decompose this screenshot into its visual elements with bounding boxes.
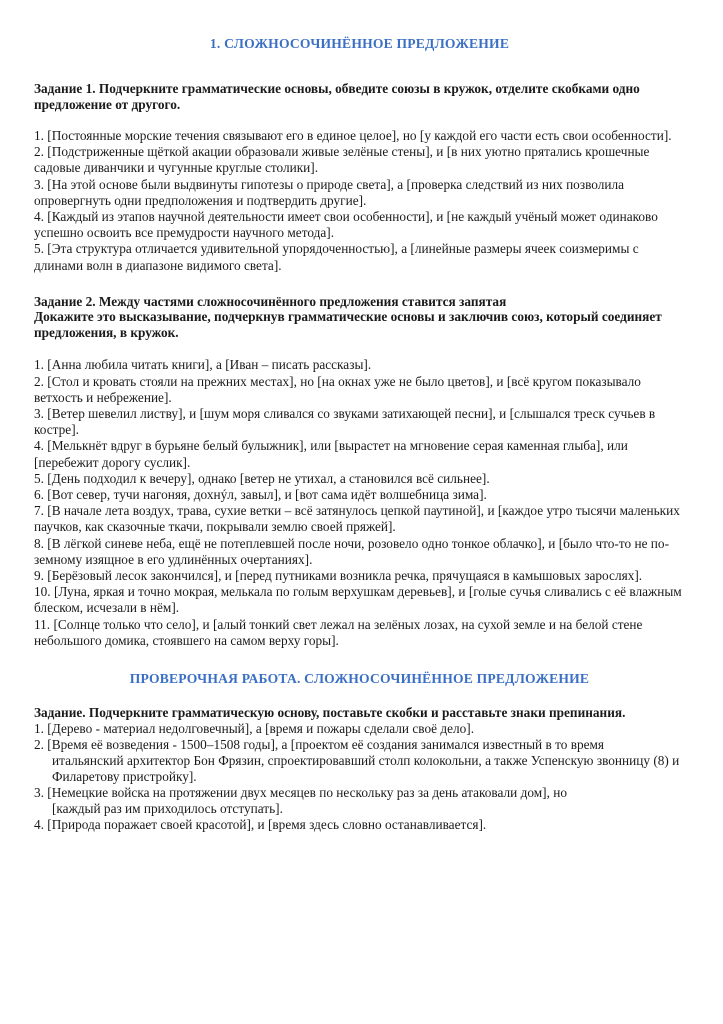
task2-sentence: 9. [Берёзовый лесок закончился], и [перед путниками возникла речка, прячущаяся в камышовых зарослях]. xyxy=(34,567,643,583)
task2-sentence: 4. [Мелькнёт вдруг в бурьяне белый булыжник], или [вырастет на мгновение серая каменная глыба], или [перебежит дорогу суслик]. xyxy=(34,438,628,470)
task1-instruction: Задание 1. Подчеркните грамматические основы, обведите союзы в кружок, отделите скобками одно предложение от другого. xyxy=(34,81,640,112)
test-sentence-continuation: итальянский архитектор Бон Фрязин, спроектировавший столп колокольни, а также Успенскую звонницу (8) и Филаретову пристройку]. xyxy=(52,753,680,785)
task1-sentence: 4. [Каждый из этапов научной деятельности имеет свои особенности], и [не каждый учёный может одинаково успешно освоить все премудрости научного метода]. xyxy=(34,209,658,241)
task1-sentence: 2. [Подстриженные щёткой акации образовали живые зелёные стены], и [в них уютно прятались крошечные садовые диванчики и чугунные круглые столики]. xyxy=(34,144,650,176)
task2-sentence: 2. [Стол и кровать стояли на прежних местах], но [на окнах уже не было цветов], и [всё кругом показывало ветхость и небрежение]. xyxy=(34,373,641,405)
task1-sentence: 1. [Постоянные морские течения связывают его в единое целое], но [у каждой его части есть свои особенности]. xyxy=(34,128,672,143)
section-heading-1: 1. СЛОЖНОСОЧИНЁННОЕ ПРЕДЛОЖЕНИЕ xyxy=(209,36,510,51)
task2-sentence-list xyxy=(34,357,685,649)
task1-sentence-list xyxy=(34,128,685,274)
test-sentence-text: 4. [Природа поражает своей красотой], и [время здесь словно останавливается]. xyxy=(34,817,487,833)
test-sentence xyxy=(34,785,685,817)
task2-sentence: 5. [День подходил к вечеру], однако [ветер не утихал, а становился всё сильнее]. xyxy=(34,470,490,486)
task1-sentence: 3. [На этой основе были выдвинуты гипотезы о природе света], а [проверка следствий из них позволила опровергнуть одни предположения и подтвердить другие]. xyxy=(34,176,625,208)
task2-instruction-line1: Задание 2. Между частями сложносочинённого предложения ставится запятая xyxy=(34,293,507,309)
test-task-instruction: Задание. Подчеркните грамматическую основу, поставьте скобки и расставьте знаки препинания. xyxy=(34,704,626,720)
task2-instruction-line2: Докажите это высказывание, подчеркнув грамматические основы и заключив союз, который соединяет предложения, в кружок. xyxy=(34,309,662,340)
task2-sentence: 1. [Анна любила читать книги], а [Иван – писать рассказы]. xyxy=(34,357,372,373)
test-sentence-text: 1. [Дерево - материал недолговечный], а [время и пожары сделали своё дело]. xyxy=(34,721,475,737)
task1-sentence: 5. [Эта структура отличается удивительной упорядоченностью], а [линейные размеры ячеек соизмеримы с длинами волн в диапазоне видимого света]. xyxy=(34,241,639,273)
task2-sentence: 3. [Ветер шевелил листву], и [шум моря сливался со звуками затихающей песни], и [слышался треск сучьев в костре]. xyxy=(34,405,656,438)
test-sentence-text: 2. [Время её возведения - 1500–1508 годы], а [проектом её создания занимался известный в то время xyxy=(34,737,605,753)
task2-sentence: 11. [Солнце только что село], и [алый тонкий свет лежал на зелёных лозах, на сухой земле и на белой стене небольшого домика, стоявшего на самом верху горы]. xyxy=(34,616,643,648)
test-sentence xyxy=(34,721,685,737)
test-sentence xyxy=(34,817,685,833)
test-sentence xyxy=(34,737,685,785)
test-sentence-text: 3. [Немецкие войска на протяжении двух месяцев по нескольку раз за день атаковали дом], но xyxy=(34,785,568,801)
task2-sentence: 10. [Луна, яркая и точно мокрая, мелькала по голым верхушкам деревьев], и [голые сучья сливались с её влажным блеском, исчезали в нём]. xyxy=(34,584,682,616)
test-sentence-continuation: [каждый раз им приходилось отступать]. xyxy=(52,801,283,817)
task2-instruction xyxy=(34,294,685,341)
task2-sentence: 6. [Вот север, тучи нагоняя, дохнýл, завыл], и [вот сама идёт волшебница зима]. xyxy=(34,486,487,502)
task2-sentence: 8. [В лёгкой синеве неба, ещё не потеплевшей после ночи, розовело одно тонкое облачко], и [было что-то не по-земному изящное в его удлинённых очертаниях]. xyxy=(34,535,670,567)
test-sentence-list xyxy=(34,721,685,833)
section-heading-2: ПРОВЕРОЧНАЯ РАБОТА. СЛОЖНОСОЧИНЁННОЕ ПРЕДЛОЖЕНИЕ xyxy=(129,670,590,686)
task2-sentence: 7. [В начале лета воздух, трава, сухие ветки – всё затянулось цепкой паутиной], и [каждое утро тысячи маленьких паучков, как сказочные ткачи, покрывали землю своей пряжей]. xyxy=(34,503,680,535)
